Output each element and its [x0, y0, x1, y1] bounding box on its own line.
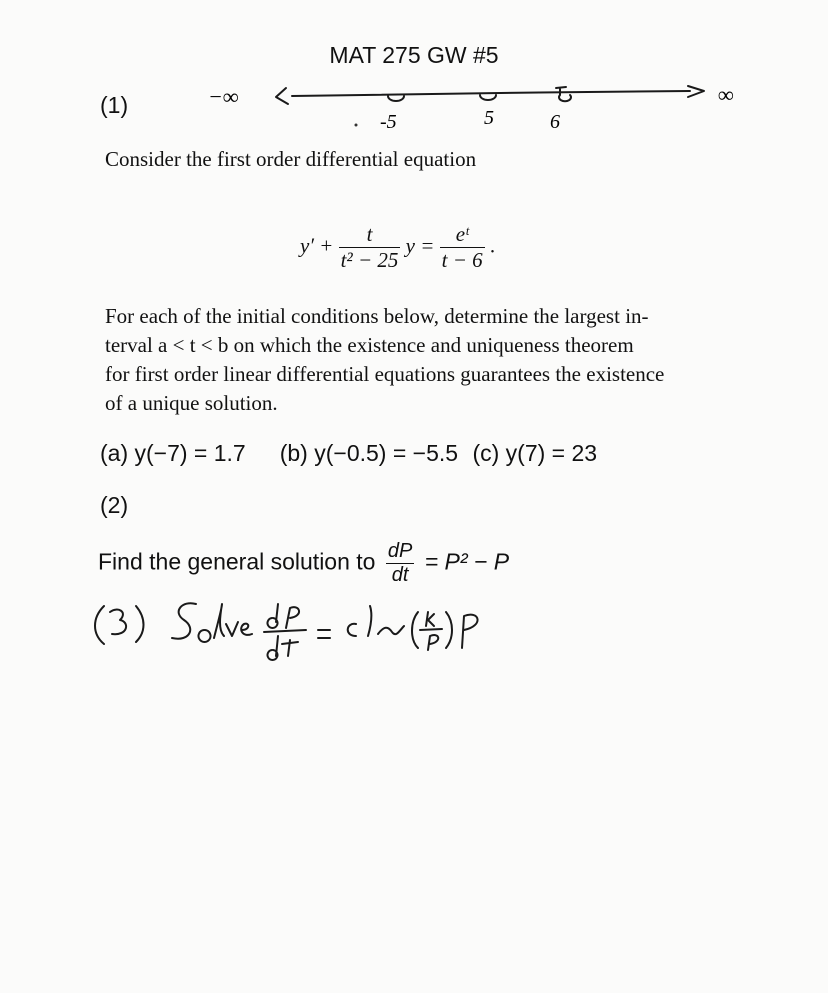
label-pos-infinity: ∞	[718, 82, 734, 107]
problem-2-rhs: = P² − P	[424, 548, 510, 575]
label-6: 6	[550, 111, 560, 133]
eq-period: .	[489, 233, 496, 258]
condition-c: (c) y(7) = 23	[472, 440, 598, 466]
label-neg-infinity: −∞	[208, 84, 239, 109]
label-minus5: -5	[380, 111, 397, 133]
problem-2-text: Find the general solution to	[98, 548, 376, 575]
condition-b: (b) y(−0.5) = −5.5	[279, 440, 459, 466]
eq-rhs-den: t − 6	[441, 248, 483, 272]
problem-1-intro: Consider the first order differential equation	[105, 147, 477, 171]
problem-1-number: (1)	[100, 92, 129, 118]
derivative-num: dP	[387, 540, 413, 562]
label-5: 5	[484, 107, 494, 129]
derivative-den: dt	[386, 563, 414, 587]
instructions-line: terval a < t < b on which the existence and uniqueness theorem	[105, 333, 634, 357]
problem-2-number: (2)	[100, 492, 129, 518]
eq-coef-num: t	[366, 222, 373, 246]
instructions-line: for first order linear differential equations guarantees the existence	[105, 362, 665, 386]
eq-y-equals: y =	[405, 233, 435, 258]
eq-y-prime: y′ +	[300, 233, 334, 258]
instructions-line: For each of the initial conditions below, determine the largest in-	[105, 304, 649, 328]
page-title: MAT 275 GW #5	[329, 42, 499, 68]
instructions-line: of a unique solution.	[105, 391, 278, 415]
condition-a: (a) y(−7) = 1.7	[100, 440, 246, 466]
eq-rhs-num: eᵗ	[455, 222, 469, 246]
eq-coef-den: t² − 25	[340, 248, 399, 272]
